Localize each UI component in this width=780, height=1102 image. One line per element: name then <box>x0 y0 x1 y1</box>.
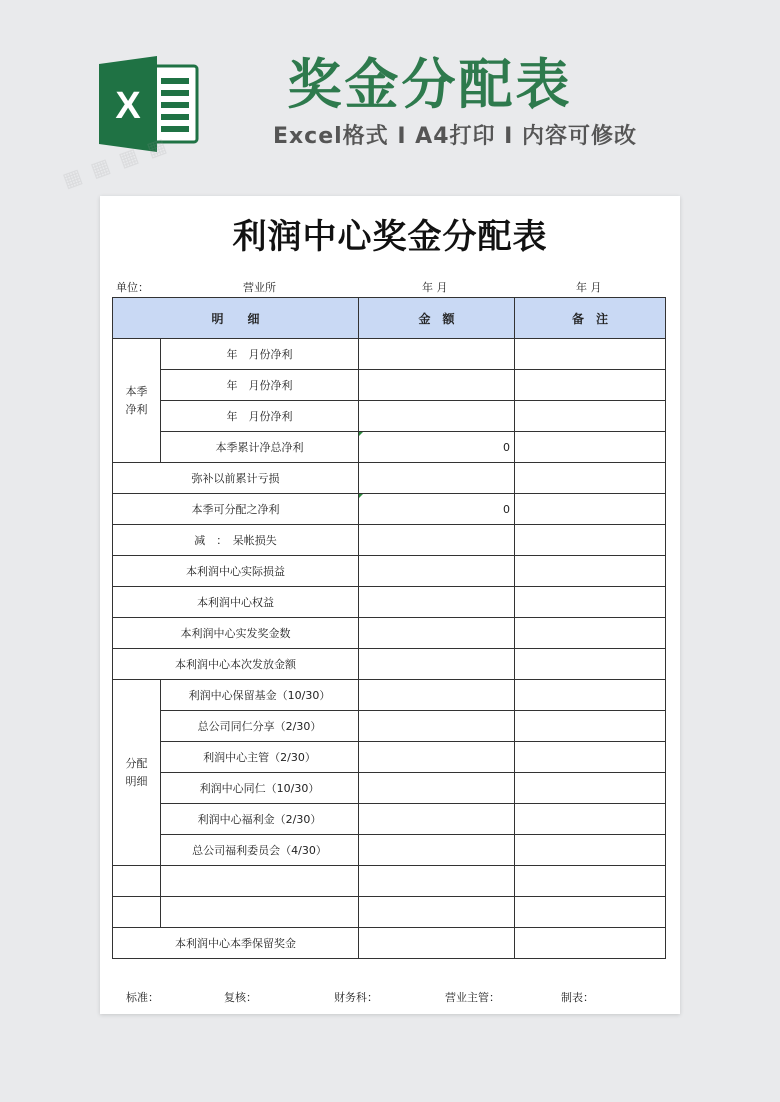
row-label: 利润中心同仁（10/30） <box>161 773 359 804</box>
remark-cell[interactable] <box>515 680 666 711</box>
watermark: ▦ ▦ ▦ ▦ <box>59 131 172 193</box>
row-label: 本利润中心实发奖金数 <box>113 618 359 649</box>
remark-cell[interactable] <box>515 587 666 618</box>
table-row <box>113 711 666 742</box>
table-row <box>113 494 666 525</box>
row-label: 本利润中心本季保留奖金 <box>113 928 359 959</box>
amount-cell[interactable] <box>359 773 515 804</box>
amount-cell[interactable] <box>359 897 515 928</box>
row-label: 总公司同仁分享（2/30） <box>161 711 359 742</box>
remark-cell[interactable] <box>515 897 666 928</box>
blank-cell[interactable] <box>161 866 359 897</box>
row-label: 年 月份净利 <box>161 339 359 370</box>
group-label-net-profit: 本季 净利 <box>113 339 161 463</box>
row-label: 总公司福利委员会（4/30） <box>161 835 359 866</box>
remark-cell[interactable] <box>515 618 666 649</box>
amount-cell[interactable] <box>359 866 515 897</box>
table-row <box>113 649 666 680</box>
table-row <box>113 432 666 463</box>
amount-cell[interactable] <box>359 835 515 866</box>
remark-cell[interactable] <box>515 804 666 835</box>
footer-finance: 财务科： <box>334 991 378 1004</box>
row-label: 本利润中心实际损益 <box>113 556 359 587</box>
amount-cell[interactable] <box>359 928 515 959</box>
header-detail: 明 细 <box>113 298 359 339</box>
amount-value: 0 <box>503 440 511 454</box>
table-row <box>113 556 666 587</box>
table-row <box>113 804 666 835</box>
remark-cell[interactable] <box>515 494 666 525</box>
row-label: 年 月份净利 <box>161 401 359 432</box>
row-label: 利润中心福利金（2/30） <box>161 804 359 835</box>
amount-cell[interactable] <box>359 339 515 370</box>
amount-cell[interactable] <box>359 680 515 711</box>
amount-cell[interactable] <box>359 556 515 587</box>
remark-cell[interactable] <box>515 401 666 432</box>
footer-preparer: 制表： <box>561 991 594 1004</box>
remark-cell[interactable] <box>515 711 666 742</box>
banner-subtitle: Excel格式 I A4打印 I 内容可修改 <box>272 124 638 149</box>
row-label: 本季累计净总净利 <box>161 432 359 463</box>
table-row <box>113 618 666 649</box>
amount-cell[interactable] <box>359 370 515 401</box>
row-label: 减 ： 呆帐损失 <box>113 525 359 556</box>
banner-title: 奖金分配表 <box>287 53 573 116</box>
header-remark: 备 注 <box>515 298 666 339</box>
bonus-table <box>112 297 666 959</box>
remark-cell[interactable] <box>515 370 666 401</box>
footer-review: 复核： <box>224 991 257 1004</box>
remark-cell[interactable] <box>515 928 666 959</box>
row-label: 本季可分配之净利 <box>113 494 359 525</box>
date-field-2: 年 月 <box>576 281 602 294</box>
row-label: 利润中心保留基金（10/30） <box>161 680 359 711</box>
unit-label: 单位： <box>116 281 149 294</box>
amount-cell[interactable] <box>359 432 515 463</box>
table-row <box>113 835 666 866</box>
logo-letter: X <box>115 85 141 127</box>
amount-cell[interactable] <box>359 401 515 432</box>
amount-cell[interactable] <box>359 494 515 525</box>
remark-cell[interactable] <box>515 866 666 897</box>
table-row <box>113 463 666 494</box>
remark-cell[interactable] <box>515 525 666 556</box>
table-row <box>113 525 666 556</box>
formula-marker-icon <box>359 432 363 436</box>
remark-cell[interactable] <box>515 432 666 463</box>
document-title: 利润中心奖金分配表 <box>232 217 548 257</box>
table-row <box>113 773 666 804</box>
amount-cell[interactable] <box>359 618 515 649</box>
blank-cell[interactable] <box>113 897 161 928</box>
amount-cell[interactable] <box>359 711 515 742</box>
table-row-blank <box>113 897 666 928</box>
row-label: 利润中心主管（2/30） <box>161 742 359 773</box>
footer-standard: 标准： <box>126 991 159 1004</box>
formula-marker-icon <box>359 494 363 498</box>
remark-cell[interactable] <box>515 649 666 680</box>
amount-value: 0 <box>503 502 511 516</box>
group-label-distribution: 分配 明细 <box>113 680 161 866</box>
amount-cell[interactable] <box>359 525 515 556</box>
amount-cell[interactable] <box>359 742 515 773</box>
table-row <box>113 587 666 618</box>
remark-cell[interactable] <box>515 773 666 804</box>
unit-value: 营业所 <box>243 281 276 294</box>
row-label: 弥补以前累计亏损 <box>113 463 359 494</box>
blank-cell[interactable] <box>113 866 161 897</box>
row-label: 年 月份净利 <box>161 370 359 401</box>
table-row <box>113 339 666 370</box>
document-page <box>100 196 680 1014</box>
remark-cell[interactable] <box>515 463 666 494</box>
amount-cell[interactable] <box>359 463 515 494</box>
amount-cell[interactable] <box>359 804 515 835</box>
header-amount: 金 额 <box>359 298 515 339</box>
amount-cell[interactable] <box>359 587 515 618</box>
remark-cell[interactable] <box>515 835 666 866</box>
excel-logo-icon <box>99 56 199 152</box>
row-label: 本利润中心权益 <box>113 587 359 618</box>
table-row <box>113 680 666 711</box>
remark-cell[interactable] <box>515 556 666 587</box>
date-field-1: 年 月 <box>422 281 448 294</box>
amount-cell[interactable] <box>359 649 515 680</box>
remark-cell[interactable] <box>515 742 666 773</box>
table-header-row <box>113 298 666 339</box>
blank-cell[interactable] <box>161 897 359 928</box>
table-row-blank <box>113 866 666 897</box>
table-row <box>113 401 666 432</box>
footer-manager: 营业主管： <box>445 991 500 1004</box>
table-row <box>113 928 666 959</box>
table-row <box>113 742 666 773</box>
table-row <box>113 370 666 401</box>
remark-cell[interactable] <box>515 339 666 370</box>
row-label: 本利润中心本次发放金额 <box>113 649 359 680</box>
